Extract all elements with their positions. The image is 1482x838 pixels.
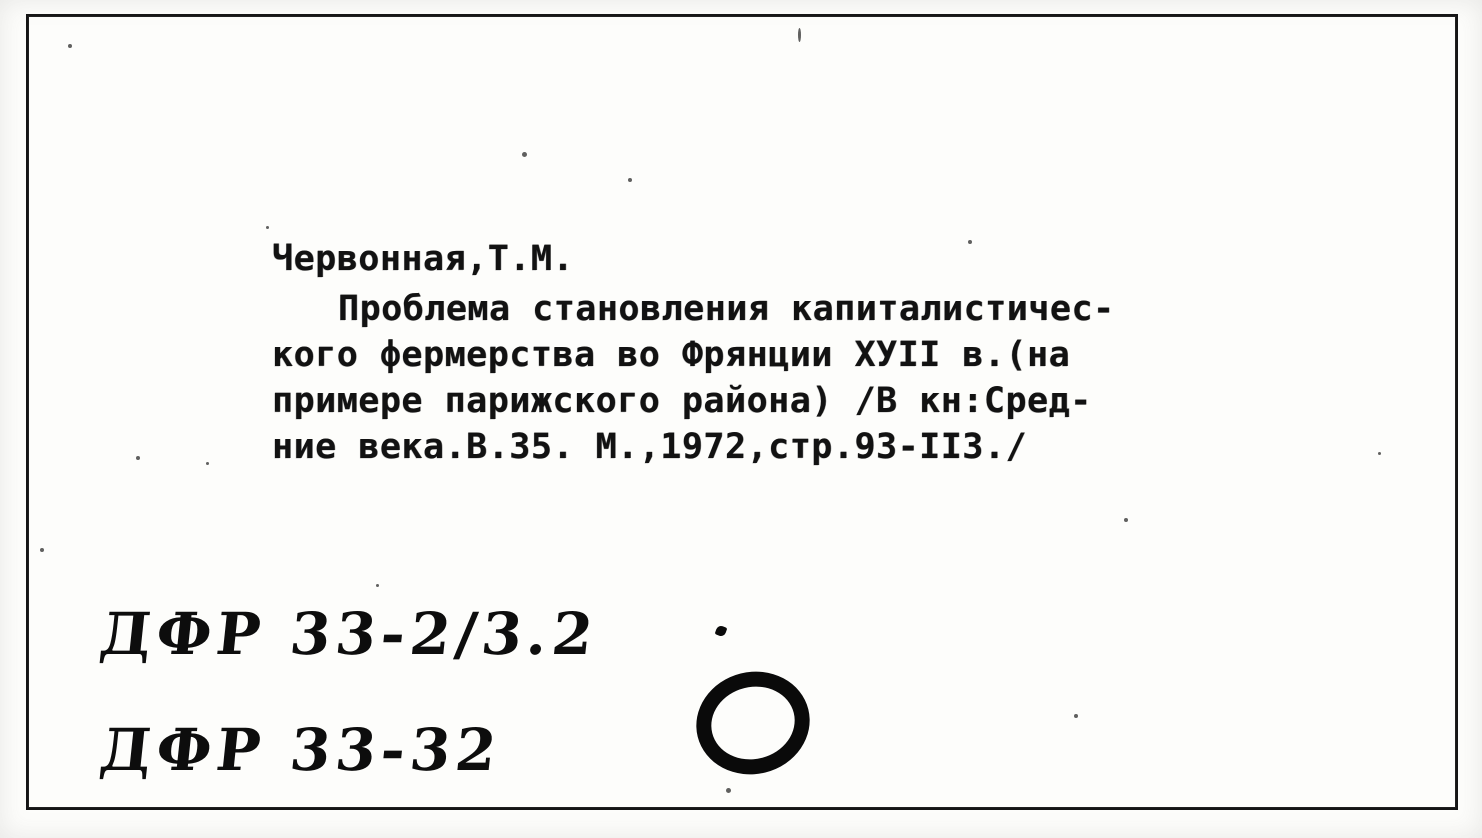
title-line-3: примере парижского района) /В кн:Сред-: [272, 381, 1092, 421]
scan-speck: [376, 584, 379, 587]
scan-speck: [628, 178, 632, 182]
scan-speck: [206, 462, 209, 465]
scan-speck: [726, 788, 731, 793]
scan-speck: [40, 548, 44, 552]
scan-speck: [136, 456, 140, 460]
title-line-2: кого фермерства во Фрянции ХУII в.(на: [272, 335, 1071, 375]
title-block: [272, 286, 1392, 470]
title-line-1: Проблема становления капиталистичес-: [338, 289, 1115, 329]
author-line: Червонная,Т.М.: [272, 239, 575, 279]
scan-speck: [1074, 714, 1078, 718]
title-line-4: ние века.В.35. М.,1972,стр.93-II3./: [272, 427, 1028, 467]
shelf-mark-line-2: ДФР 33-32: [96, 716, 505, 784]
scan-speck: [1124, 518, 1128, 522]
scan-speck: [1378, 452, 1381, 455]
shelf-mark-line-1: ДФР 33-2/3.2: [96, 600, 602, 668]
scan-speck: [968, 240, 972, 244]
scan-speck: [266, 226, 269, 229]
typed-text-block: [272, 236, 1392, 470]
scan-speck: [522, 152, 527, 157]
scan-speck: [68, 44, 72, 48]
scan-speck: [798, 28, 801, 42]
